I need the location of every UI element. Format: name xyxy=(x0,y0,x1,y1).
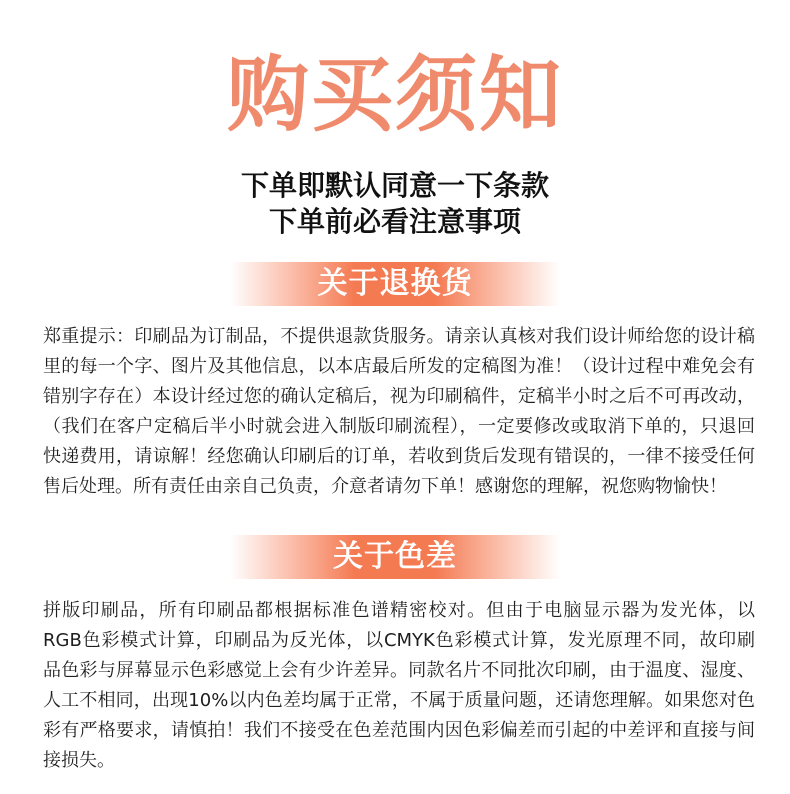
subtitle-line-1: 下单即默认同意一下条款 xyxy=(240,169,549,202)
paragraph-line: 彩有严格要求，请慎拍！我们不接受在色差范围内因色彩偏差而引起的中差评和直接与间 xyxy=(43,720,755,741)
page-title: 购买须知 xyxy=(226,48,563,143)
paragraph-line: 里的每一个字、图片及其他信息，以本店最后所发的定稿图为准！（设计过程中难免会有 xyxy=(43,356,755,377)
paragraph-line: （我们在客户定稿后半小时就会进入制版印刷流程），一定要修改或取消下单的，只退回 xyxy=(43,416,755,437)
paragraph-line: RGB色彩模式计算，印刷品为反光体，以CMYK色彩模式计算，发光原理不同，故印刷 xyxy=(43,630,755,651)
paragraph-line: 售后处理。所有责任由亲自己负责，介意者请勿下单！感谢您的理解，祝您购物愉快！ xyxy=(43,476,727,497)
paragraph-line: 接损失。 xyxy=(43,750,115,771)
subtitle-line-2: 下单前必看注意事项 xyxy=(268,205,521,238)
returns-policy-paragraph xyxy=(43,322,755,502)
paragraph-line: 品色彩与屏幕显示色彩感觉上会有少许差异。同款名片不同批次印刷，由于温度、湿度、 xyxy=(43,660,755,681)
paragraph-line: 人工不相同，出现10%以内色差均属于正常，不属于质量问题，还请您理解。如果您对色 xyxy=(43,690,755,711)
section-heading-returns: 关于退换货 xyxy=(317,266,473,301)
paragraph-line: 错别字存在）本设计经过您的确认定稿后，视为印刷稿件，定稿半小时之后不可再改动， xyxy=(43,386,755,407)
paragraph-line: 郑重提示：印刷品为订制品，不提供退款货服务。请亲认真核对我们设计师给您的设计稿 xyxy=(43,326,755,347)
paragraph-line: 拼版印刷品，所有印刷品都根据标准色谱精密校对。但由于电脑显示器为发光体，以 xyxy=(43,600,755,621)
color-difference-paragraph xyxy=(43,596,755,776)
section-banner-color-difference xyxy=(230,535,560,579)
paragraph-line: 快递费用，请谅解！经您确认印刷后的订单，若收到货后发现有错误的，一律不接受任何 xyxy=(43,446,755,467)
section-heading-color-difference: 关于色差 xyxy=(333,539,457,574)
section-banner-returns xyxy=(230,262,560,306)
